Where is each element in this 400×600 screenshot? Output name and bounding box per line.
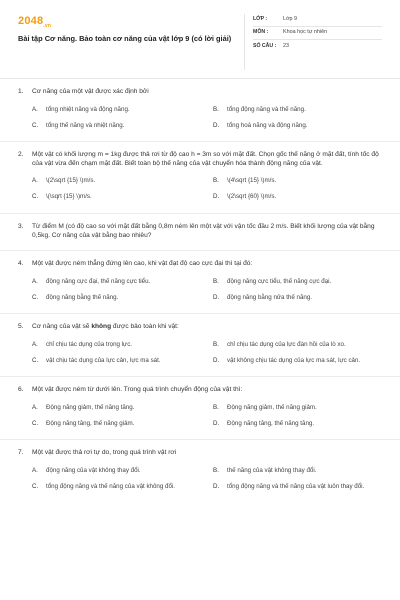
site-logo[interactable] (18, 14, 238, 30)
option-letter: D. (213, 419, 220, 427)
option-letter: C. (32, 193, 39, 201)
question-text: Cơ năng của một vật được xác định bởi (32, 88, 149, 95)
answer-options (18, 340, 382, 366)
question-text: Một vật có khối lượng m = 1kg được thả rơi từ độ cao h = 3m so với mặt đất. Chọn gốc thế năng ở mặt đất, tính tốc độ của vật vừa đến chạm mặt đất. Biết toàn bộ thế năng của vật chuyển hóa thành động năng của vật. (32, 150, 379, 167)
option-b[interactable] (213, 340, 382, 350)
question-number: 1. (18, 88, 24, 95)
question-text-emphasis: không (91, 323, 112, 331)
meta-value: 23 (283, 42, 289, 49)
option-a[interactable] (32, 466, 201, 476)
option-letter: D. (213, 294, 220, 302)
question-head (18, 323, 382, 332)
question-text: Từ điểm M (có độ cao so với mặt đất bằng 0,8m ném lên một vật với vận tốc đầu 2 m/s. Biết khối lượng của vật bằng 0,5kg. Cơ năng của vật bằng bao nhiêu? (32, 222, 375, 239)
option-letter: A. (32, 403, 38, 411)
option-text: tổng thế năng và nhiệt năng. (46, 121, 125, 129)
option-d[interactable] (213, 356, 382, 366)
question-text (32, 323, 382, 332)
answer-options (18, 403, 382, 429)
option-c[interactable] (32, 293, 201, 303)
answer-options (18, 466, 382, 492)
option-text: tổng động năng và thế năng. (227, 105, 306, 113)
question-number: 7. (18, 449, 24, 457)
option-d[interactable] (213, 482, 382, 492)
question-6 (18, 377, 382, 429)
option-letter: C. (32, 419, 39, 427)
option-letter: B. (213, 403, 219, 411)
question-number: 6. (18, 386, 24, 394)
option-d[interactable] (213, 419, 382, 429)
option-text: động năng cực đại, thế năng cực tiểu. (46, 278, 151, 286)
page-title: Bài tập Cơ năng. Bảo toàn cơ năng của vật lớp 9 (có lời giải) (18, 33, 232, 43)
option-letter: D. (213, 121, 220, 129)
option-b[interactable] (213, 105, 382, 115)
option-letter: A. (32, 466, 38, 474)
meta-row-subject (253, 27, 382, 40)
option-letter: C. (32, 482, 39, 490)
option-text: động năng bằng thế năng. (46, 294, 119, 302)
option-text: tổng nhiệt năng và động năng. (46, 105, 130, 113)
logo-sub: .vn (43, 23, 52, 30)
option-c[interactable] (32, 356, 201, 366)
option-a[interactable] (32, 105, 201, 115)
question-3 (18, 214, 382, 241)
question-number: 3. (18, 222, 24, 230)
question-2 (18, 142, 382, 203)
meta-label: MÔN : (253, 29, 269, 36)
option-b[interactable] (213, 177, 382, 187)
option-letter: A. (32, 177, 38, 185)
option-text: vật chịu tác dụng của lực cản, lực ma sát. (46, 357, 161, 365)
option-b[interactable] (213, 466, 382, 476)
logo-main: 2048 (18, 15, 44, 27)
option-text: vật không chịu tác dụng của lực ma sát, lực cản. (227, 357, 361, 365)
answer-options (18, 277, 382, 303)
option-letter: C. (32, 121, 39, 129)
option-letter: B. (213, 466, 219, 474)
meta-row-count (253, 40, 382, 53)
option-letter: C. (32, 357, 39, 365)
option-c[interactable] (32, 482, 201, 492)
option-letter: D. (213, 193, 220, 201)
option-b[interactable] (213, 277, 382, 287)
option-letter: B. (213, 177, 219, 185)
option-text: chỉ chịu tác dụng của lực đàn hồi của lò xo. (227, 341, 346, 349)
question-number: 2. (18, 150, 24, 158)
option-letter: B. (213, 105, 219, 113)
question-5 (18, 314, 382, 366)
option-letter: B. (213, 341, 219, 349)
question-head (18, 88, 382, 97)
option-letter: D. (213, 357, 220, 365)
option-text: động năng bằng nửa thế năng. (227, 294, 312, 302)
answer-options (18, 177, 382, 203)
question-text-pre: Cơ năng của vật sẽ (32, 323, 92, 331)
option-a[interactable] (32, 403, 201, 413)
question-number: 4. (18, 260, 24, 268)
option-letter: A. (32, 105, 38, 113)
question-head (18, 223, 382, 241)
option-text: \(2\sqrt {15} \)m/s. (46, 177, 96, 185)
option-text: chỉ chịu tác dụng của trọng lực. (46, 341, 133, 349)
question-text: Một vật được ném từ dưới lên. Trong quá trình chuyển động của vật thì: (32, 386, 243, 394)
question-4 (18, 251, 382, 303)
question-head (18, 260, 382, 269)
answer-options (18, 105, 382, 131)
option-text: tổng hoá năng và động năng. (227, 121, 308, 129)
option-c[interactable] (32, 121, 201, 131)
option-text: \(2\sqrt {60} \)m/s. (227, 193, 277, 201)
option-letter: A. (32, 278, 38, 286)
option-a[interactable] (32, 277, 201, 287)
option-letter: D. (213, 482, 220, 490)
option-text: \(\sqrt {15} \)m/s. (46, 193, 92, 201)
question-7 (18, 440, 382, 492)
question-head (18, 449, 382, 458)
option-text: Động năng giảm, thế năng giảm. (227, 403, 317, 411)
question-text: Một vật được ném thẳng đứng lên cao, khi vật đạt độ cao cực đại thì tại đó: (32, 260, 253, 268)
option-text: động năng cực tiểu, thế năng cực đại. (227, 278, 332, 286)
option-b[interactable] (213, 403, 382, 413)
question-number: 5. (18, 323, 24, 331)
option-a[interactable] (32, 177, 201, 187)
worksheet-header (18, 12, 382, 70)
meta-label: SỐ CÂU : (253, 42, 277, 49)
meta-row-class (253, 14, 382, 27)
header-left (18, 12, 238, 70)
option-c[interactable] (32, 193, 201, 203)
question-head (18, 386, 382, 395)
question-text-post: được bảo toàn khi vật: (111, 323, 179, 331)
question-1 (18, 79, 382, 131)
option-text: động năng của vật không thay đổi. (46, 466, 141, 474)
option-d[interactable] (213, 193, 382, 203)
option-a[interactable] (32, 340, 201, 350)
question-text: Một vật được thả rơi tự do, trong quá trình vật rơi (32, 449, 177, 457)
option-letter: A. (32, 341, 38, 349)
option-letter: C. (32, 294, 39, 302)
meta-label: LỚP : (253, 16, 268, 23)
option-text: tổng động năng và thế năng của vật luôn thay đổi. (227, 482, 365, 490)
option-text: Động năng tăng, thế năng tăng. (227, 419, 315, 427)
option-text: \(4\sqrt {15} \)m/s. (227, 177, 277, 185)
meta-value: Khoa học tự nhiên (283, 29, 328, 36)
option-d[interactable] (213, 293, 382, 303)
option-text: Động năng tăng, thế năng giảm. (46, 419, 135, 427)
meta-value: Lớp 9 (283, 16, 298, 23)
option-letter: B. (213, 278, 219, 286)
option-c[interactable] (32, 419, 201, 429)
option-text: tổng động năng và thế năng của vật không đổi. (46, 482, 176, 490)
option-text: thế năng của vật không thay đổi. (227, 466, 317, 474)
option-text: Động năng giảm, thế năng tăng. (46, 403, 135, 411)
meta-table (244, 14, 382, 70)
question-head (18, 151, 382, 169)
option-d[interactable] (213, 121, 382, 131)
